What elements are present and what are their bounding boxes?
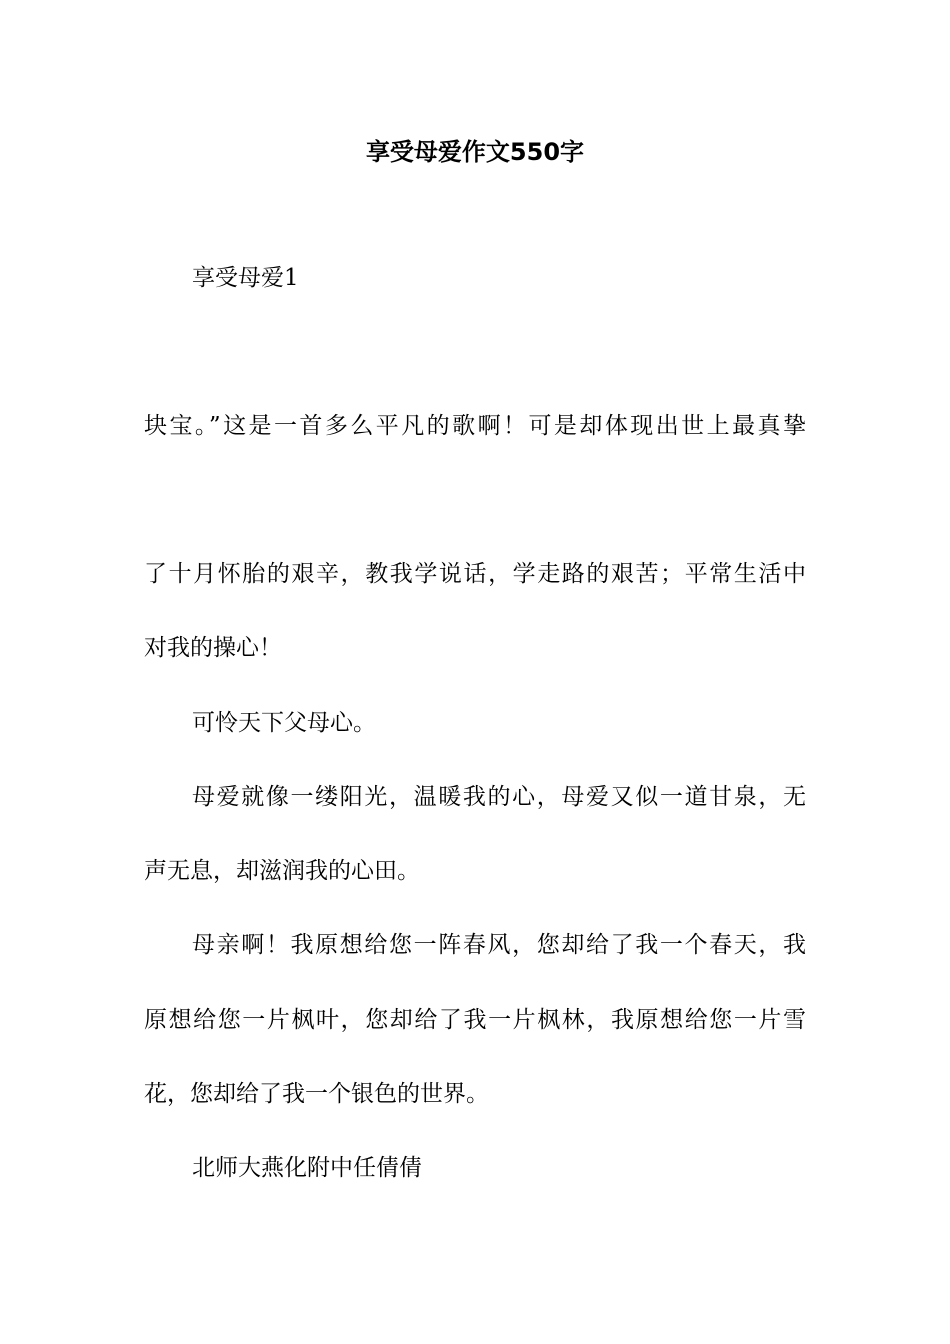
paragraph-line: 块宝。”这是一首多么平凡的歌啊！可是却体现出世上最真挚	[144, 413, 806, 439]
paragraph-line: 原想给您一片枫叶，您却给了我一片枫林，我原想给您一片雪	[144, 1007, 806, 1033]
paragraph-line: 声无息，却滋润我的心田。	[144, 858, 420, 884]
section-heading: 享受母爱1	[192, 265, 299, 291]
paragraph-line: 母爱就像一缕阳光，温暖我的心，母爱又似一道甘泉，无	[192, 784, 806, 810]
author-line: 北师大燕化附中任倩倩	[192, 1155, 422, 1181]
document-title: 享受母爱作文550字	[365, 138, 585, 166]
paragraph-line: 花，您却给了我一个银色的世界。	[144, 1081, 489, 1107]
paragraph-line: 了十月怀胎的艰辛，教我学说话，学走路的艰苦；平常生活中	[144, 561, 806, 587]
paragraph-line: 对我的操心！	[144, 635, 282, 661]
paragraph-line: 可怜天下父母心。	[192, 710, 376, 736]
paragraph-line: 母亲啊！我原想给您一阵春风，您却给了我一个春天，我	[192, 932, 806, 958]
